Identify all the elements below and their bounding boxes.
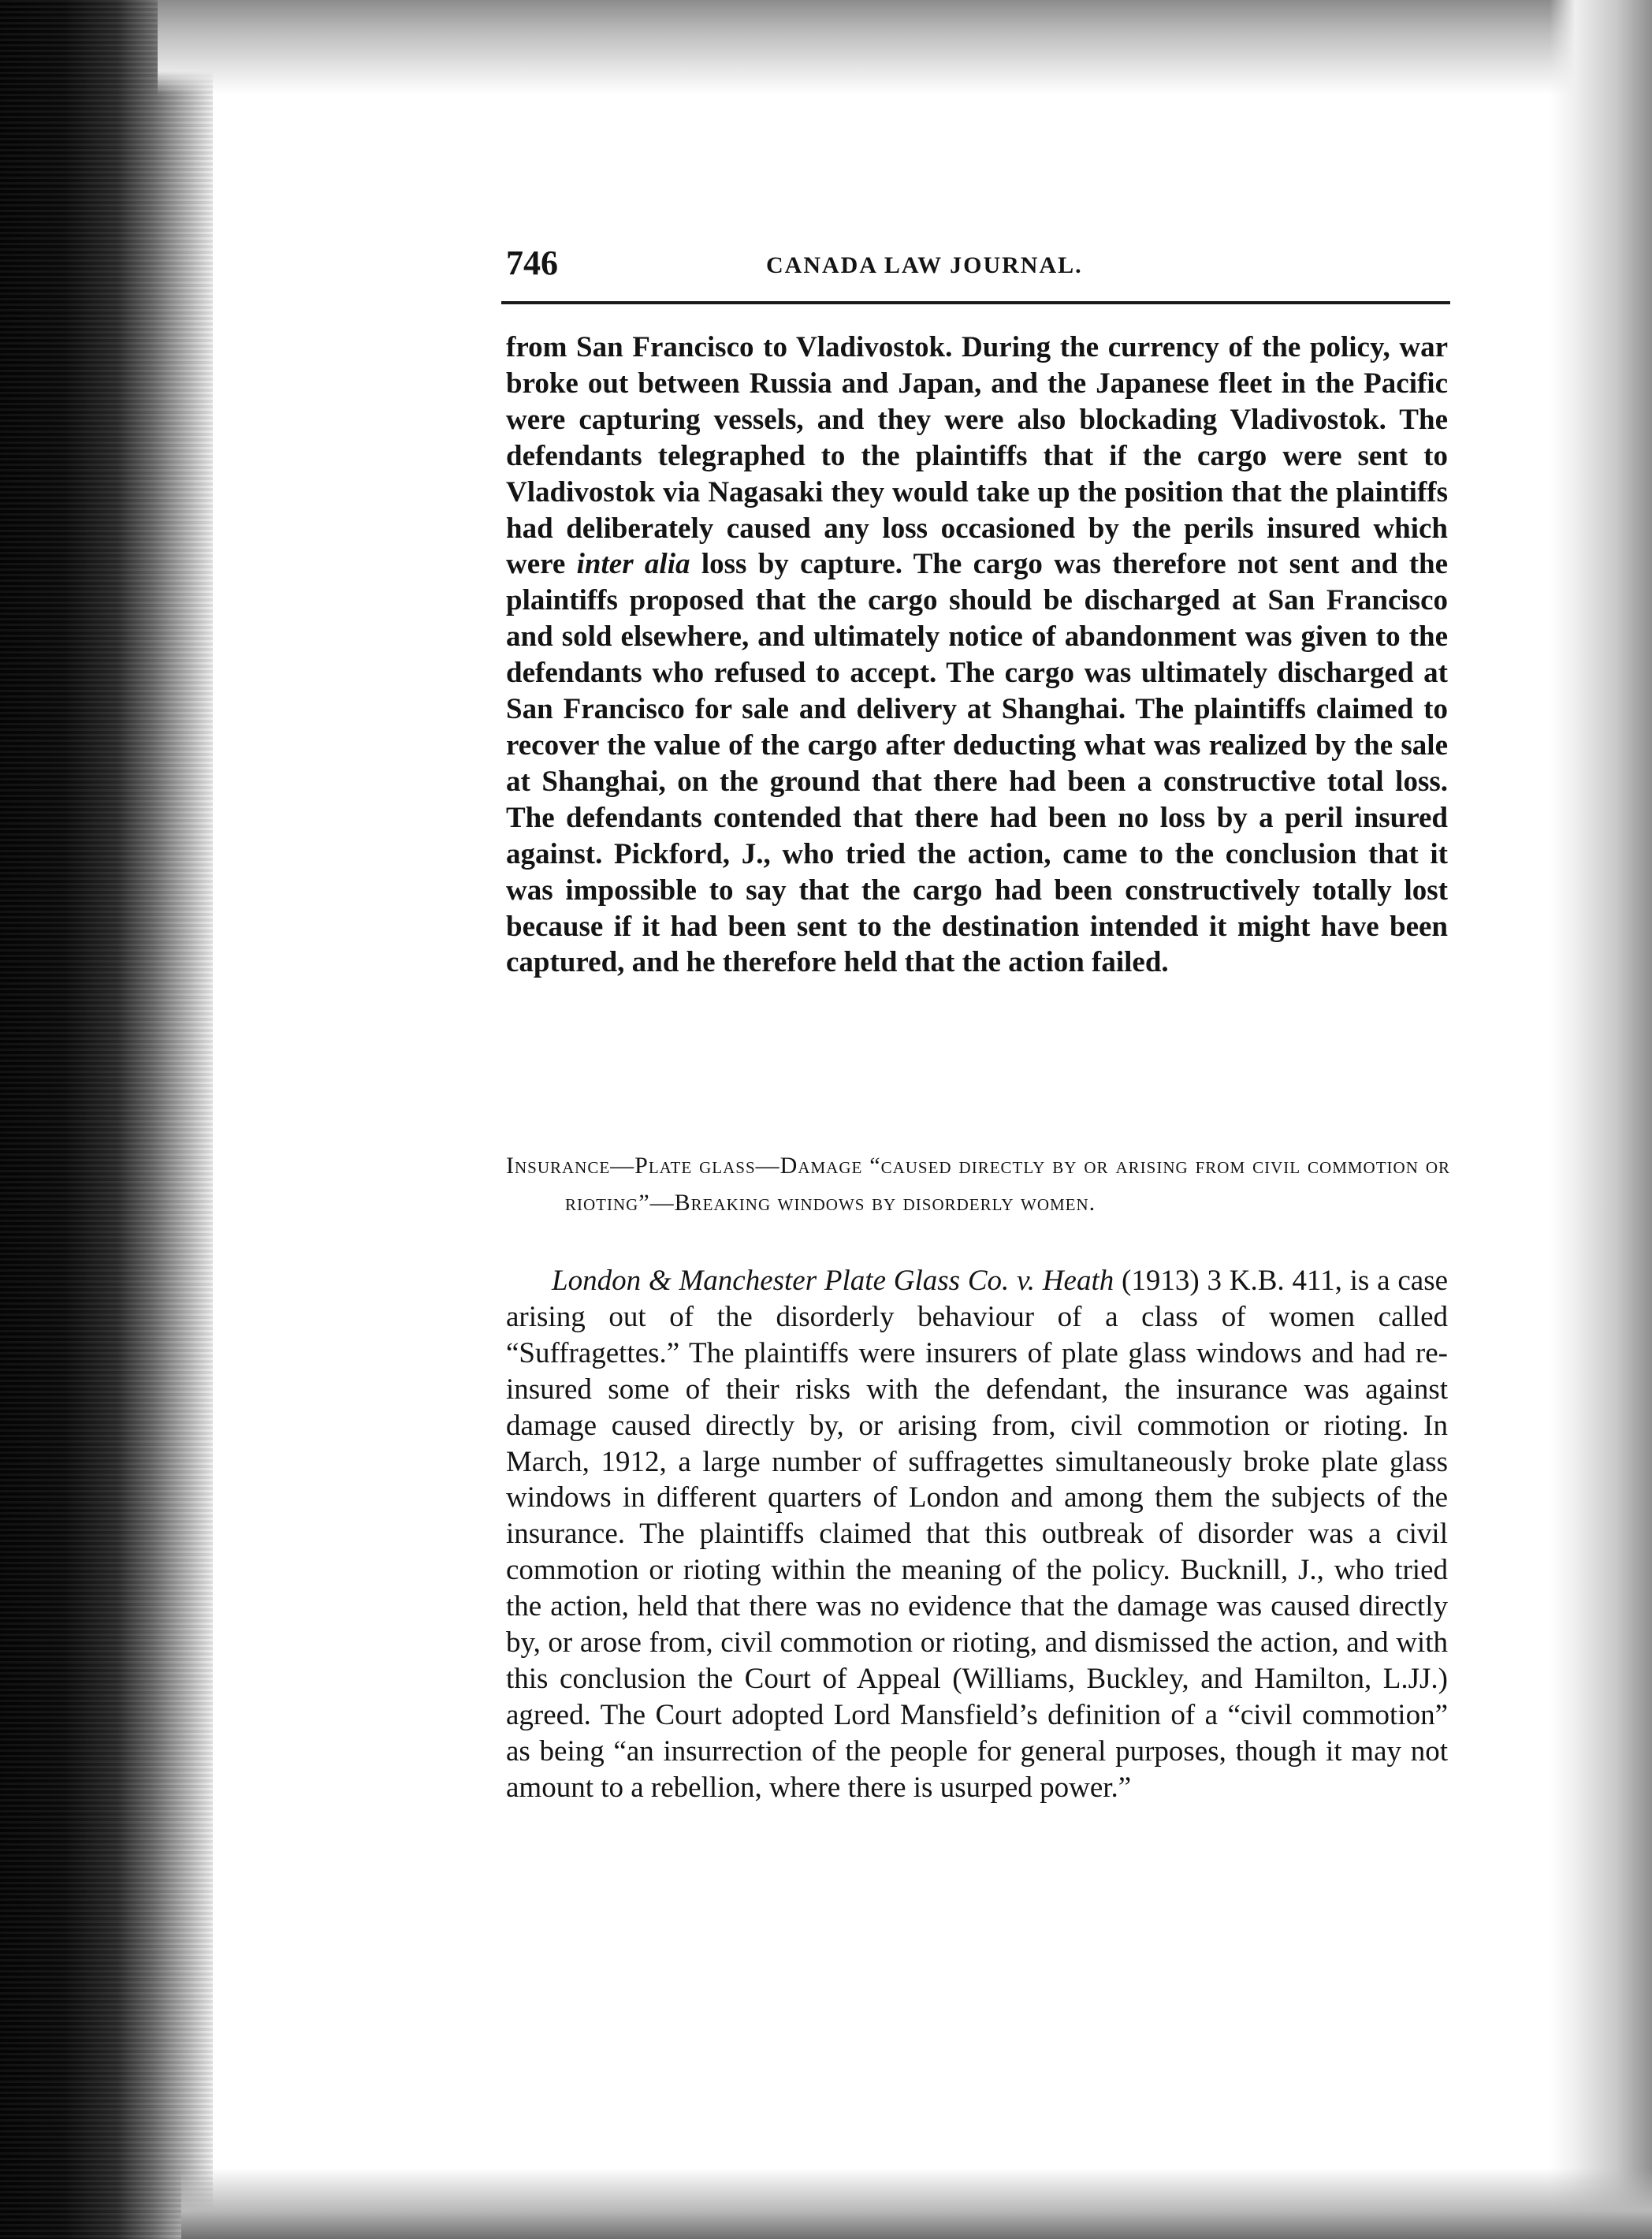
page-number: 746 bbox=[506, 244, 558, 282]
case-summary-continued bbox=[506, 330, 1448, 981]
paragraph-rest: loss by capture. The cargo was therefore not sent and the plaintiffs proposed that the cargo should be discharged at San Francisco and sold elsewhere, and ultimately notice of abandonment was given to the defendants who refused to accept. The cargo was ultimately discharged at San Francisco for sale and delivery at Shanghai. The plaintiffs claimed to recover the value of the cargo after deducting what was realized by the sale at Shanghai, on the ground that there had been a constructive total loss. The defendants contended that there had been no loss by a peril insured against. Pickford, J., who tried the action, came to the conclusion that it was impossible to say that the cargo had been constructively totally lost because if it had been sent to the destination intended it might have been captured, and he therefore held that the action failed. bbox=[506, 548, 1449, 979]
case-text: is a case arising out of the disorderly behaviour of a class of women called “Suffragettes.” The plaintiffs were insurers of plate glass windows and had re-insured some of their risks with the defendant, the insurance was against damage caused directly by, or arising from, civil commotion or rioting. In March, 1912, a large number of suffragettes simultaneously broke plate glass windows in different quarters of London and among them the subjects of the insurance. The plaintiffs claimed that this outbreak of disorder was a civil commotion or rioting within the meaning of the policy. Bucknill, J., who tried the action, held that there was no evidence that the damage was caused directly by, or arose from, civil commotion or rioting, and dismissed the action, and with this conclusion the Court of Appeal (Williams, Buckley, and Hamilton, L.JJ.) agreed. The Court adopted Lord Mansfield’s definition of a “civil commotion” as being “an insurrection of the people for general purposes, though it may not amount to a rebellion, where there is usurped power.” bbox=[506, 1265, 1449, 1804]
case-paragraph bbox=[506, 1263, 1448, 1806]
section-heading bbox=[506, 1147, 1450, 1221]
page-header bbox=[506, 243, 1452, 290]
scan-bottom-edge bbox=[181, 2168, 1652, 2239]
case-name: London & Manchester Plate Glass Co. v. Heath bbox=[552, 1265, 1114, 1297]
scan-binding-edge bbox=[0, 0, 213, 2239]
scan-top-edge bbox=[158, 0, 1652, 95]
case-summary bbox=[506, 1263, 1448, 1806]
continued-paragraph bbox=[506, 330, 1448, 981]
scan-right-edge bbox=[1550, 0, 1652, 2239]
section-heading-text: Insurance—Plate glass—Damage “caused directly by or arising from civil commotion or rioting”—Breaking windows by disorderly women. bbox=[506, 1153, 1450, 1216]
paragraph-lead: from San Francisco to Vladivostok. During the currency of the policy, war broke out between Russia and Japan, and the Japanese fleet in the Pacific were capturing vessels, and they were also blockading Vladivostok. The defendants telegraphed to the plaintiffs that if the cargo were sent to Vladivostok via Nagasaki they would take up the position that the plaintiffs had deliberately caused any loss occasioned by the perils insured which were bbox=[506, 331, 1448, 581]
header-rule bbox=[501, 301, 1450, 304]
case-citation: (1913) 3 K.B. 411, bbox=[1122, 1265, 1342, 1297]
running-head: CANADA LAW JOURNAL. bbox=[766, 252, 1083, 278]
latin-phrase: inter alia bbox=[576, 548, 690, 581]
